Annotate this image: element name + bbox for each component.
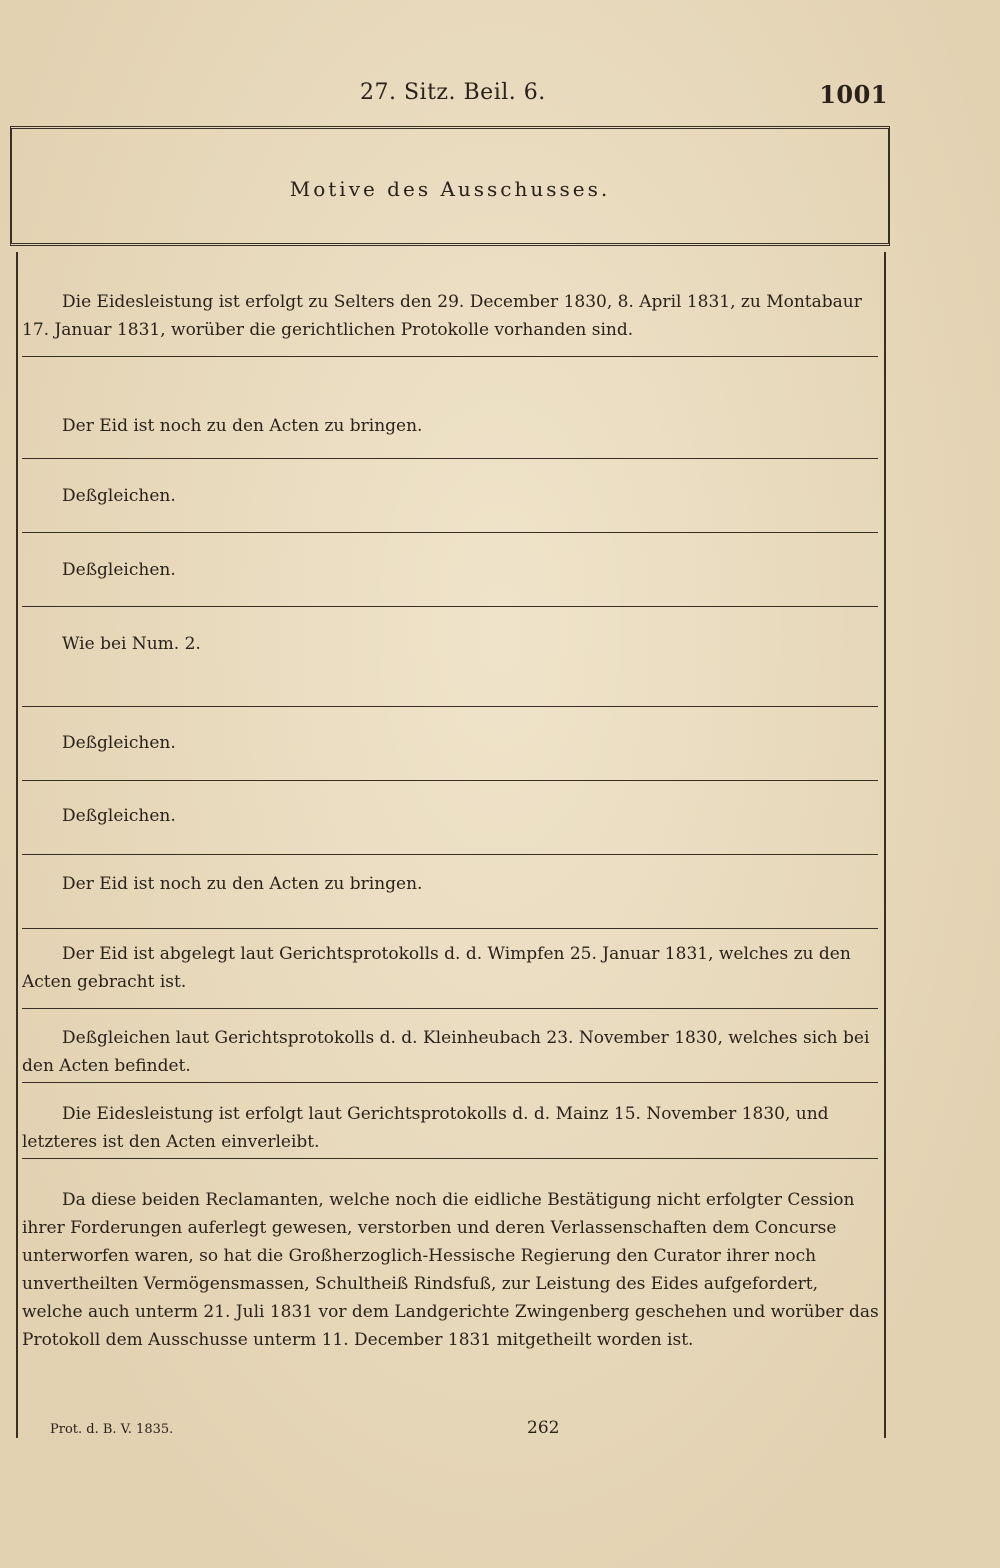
entry-9 bbox=[22, 940, 880, 996]
row-divider bbox=[22, 532, 878, 533]
row-divider bbox=[22, 854, 878, 855]
entry-2 bbox=[22, 412, 880, 440]
row-divider bbox=[22, 606, 878, 607]
entry-11 bbox=[22, 1100, 880, 1156]
entry-6 bbox=[22, 729, 880, 757]
section-title: Motive des Ausschusses. bbox=[289, 177, 611, 201]
entry-text: Da diese beiden Reclamanten, welche noch die eidliche Bestätigung nicht erfolgter Cession ihrer Forderungen auferlegt gewesen, verstorben und deren Verlassenschaften dem Concurse unterworfen waren, so hat die Großherzoglich-Hessische Regierung den Curator ihrer noch unvertheilten Vermögensmassen, Schultheiß Rindsfuß, zur Leistung des Eides aufgefordert, welche auch unterm 21. Juli 1831 vor dem Landgerichte Zwingenberg geschehen und worüber das Protokoll dem Ausschusse unterm 11. December 1831 mitgetheilt worden ist. bbox=[22, 1190, 879, 1350]
entry-text: Deßgleichen. bbox=[62, 560, 176, 580]
row-divider bbox=[22, 1008, 878, 1009]
entry-text: Der Eid ist noch zu den Acten zu bringen. bbox=[62, 874, 423, 894]
entry-8 bbox=[22, 870, 880, 898]
row-divider bbox=[22, 706, 878, 707]
entry-text: Die Eidesleistung ist erfolgt zu Selters den 29. December 1830, 8. April 1831, zu Montabaur 17. Januar 1831, worüber die gerichtlichen Protokolle vorhanden sind. bbox=[22, 292, 862, 340]
row-divider bbox=[22, 1158, 878, 1159]
entry-text: Die Eidesleistung ist erfolgt laut Gerichtsprotokolls d. d. Mainz 15. November 1830, und letzteres ist den Acten einverleibt. bbox=[22, 1104, 829, 1152]
entry-text: Wie bei Num. 2. bbox=[62, 634, 201, 654]
running-head: 27. Sitz. Beil. 6. bbox=[360, 80, 546, 105]
entry-text: Deßgleichen laut Gerichtsprotokolls d. d. Kleinheubach 23. November 1830, welches sich bei den Acten befindet. bbox=[22, 1028, 870, 1076]
entry-1 bbox=[22, 288, 880, 344]
row-divider bbox=[22, 458, 878, 459]
entry-text: Deßgleichen. bbox=[62, 486, 176, 506]
row-divider bbox=[22, 780, 878, 781]
entry-3 bbox=[22, 482, 880, 510]
entry-5 bbox=[22, 630, 880, 658]
row-divider bbox=[22, 928, 878, 929]
entry-10 bbox=[22, 1024, 880, 1080]
right-column-rule bbox=[884, 252, 886, 1438]
entry-4 bbox=[22, 556, 880, 584]
entry-7 bbox=[22, 802, 880, 830]
title-box bbox=[10, 126, 890, 246]
page-number: 1001 bbox=[819, 80, 888, 109]
entry-text: Deßgleichen. bbox=[62, 733, 176, 753]
left-column-rule bbox=[16, 252, 18, 1438]
entry-text: Der Eid ist noch zu den Acten zu bringen. bbox=[62, 416, 423, 436]
entry-text: Deßgleichen. bbox=[62, 806, 176, 826]
footer-signature: Prot. d. B. V. 1835. bbox=[50, 1422, 174, 1437]
row-divider bbox=[22, 356, 878, 357]
footer-sheet-number: 262 bbox=[527, 1418, 560, 1438]
row-divider bbox=[22, 1082, 878, 1083]
entry-12 bbox=[22, 1186, 880, 1354]
entry-text: Der Eid ist abgelegt laut Gerichtsprotokolls d. d. Wimpfen 25. Januar 1831, welches zu den Acten gebracht ist. bbox=[22, 944, 851, 992]
